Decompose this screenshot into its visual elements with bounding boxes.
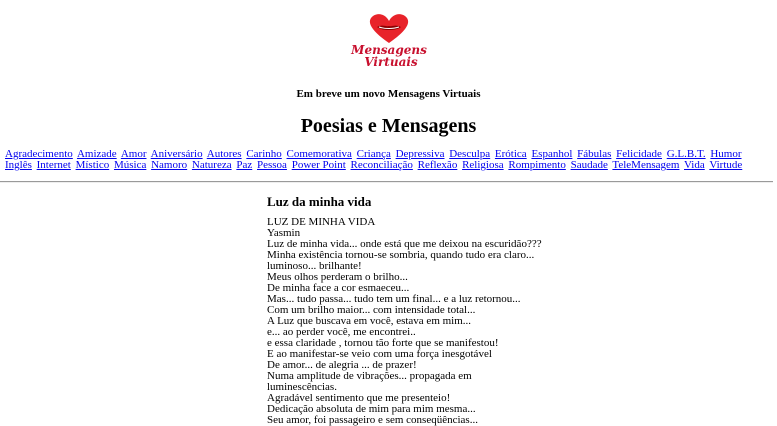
- category-link[interactable]: G.L.B.T.: [666, 148, 706, 160]
- poem-line: Com um brilho maior... com intensidade total...: [267, 304, 476, 316]
- page-title: Poesias e Mensagens: [300, 115, 477, 137]
- category-link[interactable]: Natureza: [191, 159, 232, 171]
- category-link[interactable]: Pessoa: [257, 159, 287, 171]
- poem-line: luminoso... brilhante!: [267, 260, 362, 272]
- poem-line: De amor... de alegria ... de prazer!: [267, 359, 417, 371]
- category-link[interactable]: Aniversário: [150, 148, 203, 160]
- poem-line: Mas... tudo passa... tudo tem um final... e a luz retornou...: [267, 293, 521, 305]
- category-link[interactable]: Místico: [75, 159, 110, 171]
- category-link[interactable]: Power Point: [291, 159, 346, 171]
- site-logo[interactable]: [343, 12, 435, 70]
- poem-line: De minha face a cor esmaeceu...: [267, 282, 410, 294]
- category-link[interactable]: Religiosa: [462, 159, 504, 171]
- category-link[interactable]: Criança: [356, 148, 391, 160]
- category-link[interactable]: Depressiva: [395, 148, 445, 160]
- category-link[interactable]: Namoro: [151, 159, 188, 171]
- category-link[interactable]: Paz: [236, 159, 253, 171]
- category-link[interactable]: Felicidade: [616, 148, 662, 160]
- poem-line: e... ao perder você, me encontrei..: [267, 326, 416, 338]
- poem-line: E ao manifestar-se veio com uma força inesgotável: [267, 348, 492, 360]
- category-link[interactable]: Amor: [120, 148, 147, 160]
- category-link[interactable]: Saudade: [570, 159, 608, 171]
- category-link[interactable]: Inglês: [5, 159, 32, 171]
- logo-text-line2: Virtuais: [364, 55, 418, 69]
- category-link[interactable]: Reconciliação: [350, 159, 413, 171]
- poem-line: Agradável sentimento que me presenteio!: [267, 392, 451, 404]
- category-link[interactable]: Erótica: [494, 148, 527, 160]
- heart-lips-icon: [343, 12, 435, 70]
- poem-line: Dedicação absoluta de mim para mim mesma...: [267, 403, 476, 415]
- poem-line: LUZ DE MINHA VIDA: [267, 216, 376, 228]
- category-link[interactable]: Reflexão: [417, 159, 458, 171]
- category-link[interactable]: Humor: [710, 148, 742, 160]
- category-link[interactable]: Autores: [206, 148, 242, 160]
- category-nav: [5, 149, 773, 171]
- announcement: Em breve um novo Mensagens Virtuais: [296, 88, 481, 100]
- category-link[interactable]: Internet: [36, 159, 71, 171]
- category-link[interactable]: Comemorativa: [286, 148, 352, 160]
- poem-line: Yasmin: [267, 227, 301, 239]
- poem-line: A Luz que buscava em você, estava em mim...: [267, 315, 472, 327]
- category-link[interactable]: Agradecimento: [5, 148, 73, 160]
- category-link[interactable]: TeleMensagem: [612, 159, 680, 171]
- category-link[interactable]: Virtude: [709, 159, 743, 171]
- divider: [0, 181, 773, 183]
- category-link[interactable]: Amizade: [76, 148, 117, 160]
- logo-text-line1: Mensagens: [351, 43, 427, 57]
- category-link[interactable]: Espanhol: [531, 148, 573, 160]
- category-link[interactable]: Fábulas: [577, 148, 612, 160]
- poem-body: [267, 216, 542, 426]
- poem-line: luminescências.: [267, 381, 337, 393]
- category-link[interactable]: Música: [113, 159, 147, 171]
- poem-line: Minha existência tornou-se sombria, quando tudo era claro...: [267, 249, 535, 261]
- category-link[interactable]: Rompimento: [508, 159, 566, 171]
- poem-line: Seu amor, foi passageiro e sem conseqüências...: [267, 414, 478, 426]
- poem-title: Luz da minha vida: [267, 194, 372, 209]
- category-link[interactable]: Vida: [684, 159, 705, 171]
- category-link[interactable]: Carinho: [246, 148, 282, 160]
- poem-line: Luz de minha vida... onde está que me deixou na escuridão???: [267, 238, 542, 250]
- poem-line: Numa amplitude de vibrações... propagada em: [267, 370, 472, 382]
- poem-line: e essa claridade , tornou tão forte que se manifestou!: [267, 337, 499, 349]
- category-link[interactable]: Desculpa: [449, 148, 491, 160]
- poem-line: Meus olhos perderam o brilho...: [267, 271, 408, 283]
